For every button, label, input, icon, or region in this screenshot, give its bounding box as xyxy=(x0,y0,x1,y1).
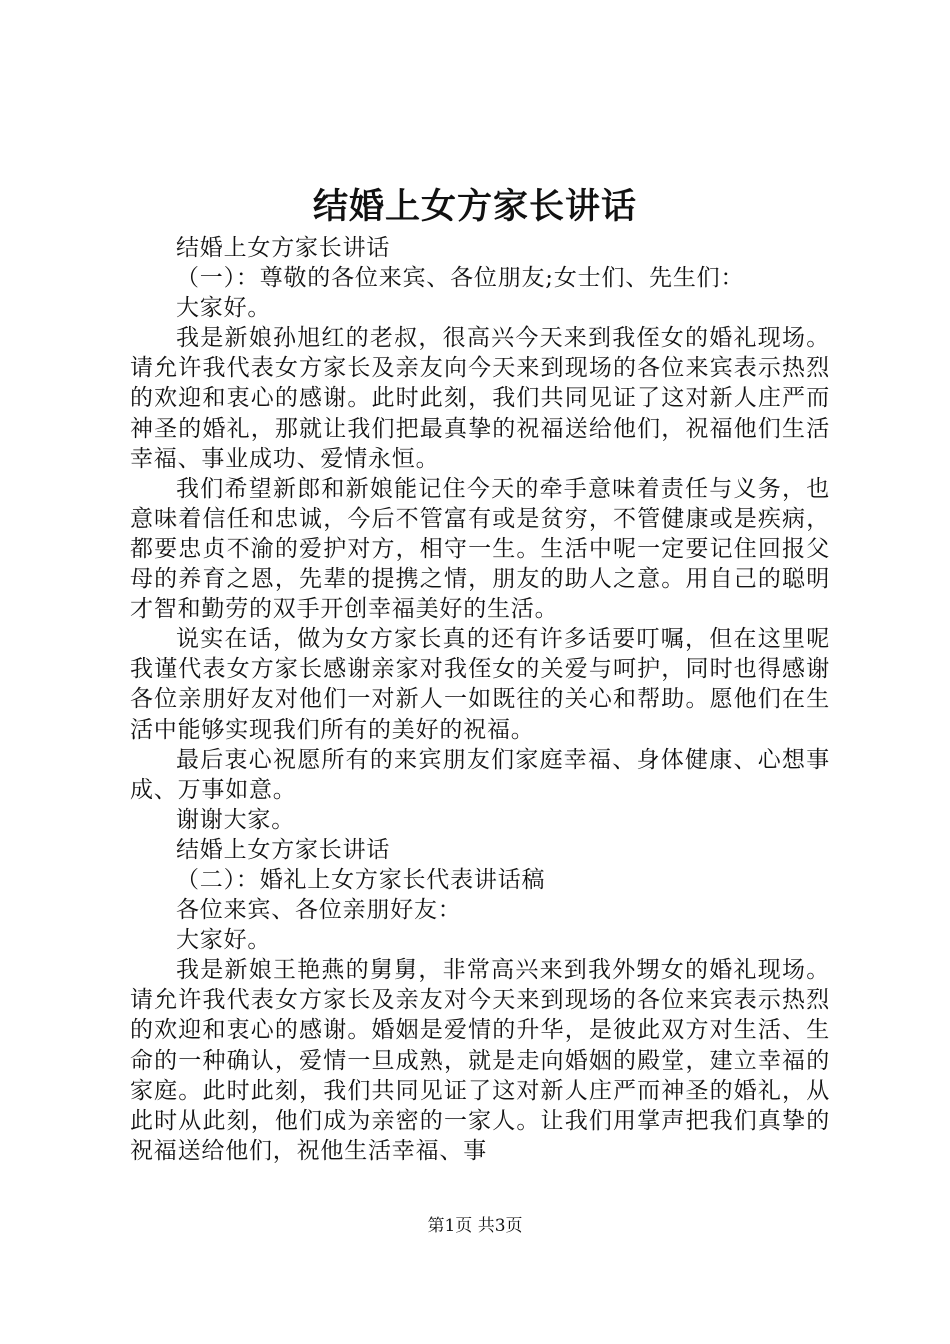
paragraph: 我是新娘王艳燕的舅舅，非常高兴来到我外甥女的婚礼现场。请允许我代表女方家长及亲友对今天来到现场的各位来宾表示热烈的欢迎和衷心的感谢。婚姻是爱情的升华，是彼此双方对生活、生命的一种确认，爱情一旦成熟，就是走向婚姻的殿堂，建立幸福的家庭。此时此刻，我们共同见证了这对新人庄严而神圣的婚礼，从此时从此刻，他们成为亲密的一家人。让我们用掌声把我们真挚的祝福送给他们，祝他生活幸福、事 xyxy=(130,957,830,1164)
paragraph: 大家好。 xyxy=(176,927,272,954)
page-number-footer: 第1页 共3页 xyxy=(427,1216,523,1236)
paragraph: 大家好。 xyxy=(176,295,272,322)
page-title: 结婚上女方家长讲话 xyxy=(312,187,637,227)
paragraph: 结婚上女方家长讲话 xyxy=(176,836,391,863)
paragraph: （二）：婚礼上女方家长代表讲话稿 xyxy=(176,866,546,893)
document-body xyxy=(130,233,830,1166)
paragraph: （一）：尊敬的各位来宾、各位朋友;女士们、先生们： xyxy=(176,265,745,292)
paragraph: 谢谢大家。 xyxy=(176,806,295,833)
paragraph: 我是新娘孙旭红的老叔，很高兴今天来到我侄女的婚礼现场。请允许我代表女方家长及亲友向今天来到现场的各位来宾表示热烈的欢迎和衷心的感谢。此时此刻，我们共同见证了这对新人庄严而神圣的婚礼，那就让我们把最真挚的祝福送给他们，祝福他们生活幸福、事业成功、爱情永恒。 xyxy=(130,325,830,472)
paragraph: 说实在话，做为女方家长真的还有许多话要叮嘱，但在这里呢我谨代表女方家长感谢亲家对我侄女的关爱与呵护，同时也得感谢各位亲朋好友对他们一对新人一如既往的关心和帮助。愿他们在生活中能够实现我们所有的美好的祝福。 xyxy=(130,626,830,743)
paragraph: 结婚上女方家长讲话 xyxy=(176,235,391,261)
paragraph: 各位来宾、各位亲朋好友： xyxy=(176,897,462,924)
paragraph: 最后衷心祝愿所有的来宾朋友们家庭幸福、身体健康、心想事成、万事如意。 xyxy=(130,746,830,803)
paragraph: 我们希望新郎和新娘能记住今天的牵手意味着责任与义务，也意味着信任和忠诚，今后不管富有或是贫穷，不管健康或是疾病，都要忠贞不渝的爱护对方，相守一生。生活中呢一定要记住回报父母的养育之恩，先辈的提携之情，朋友的助人之意。用自己的聪明才智和勤劳的双手开创幸福美好的生活。 xyxy=(130,475,830,623)
